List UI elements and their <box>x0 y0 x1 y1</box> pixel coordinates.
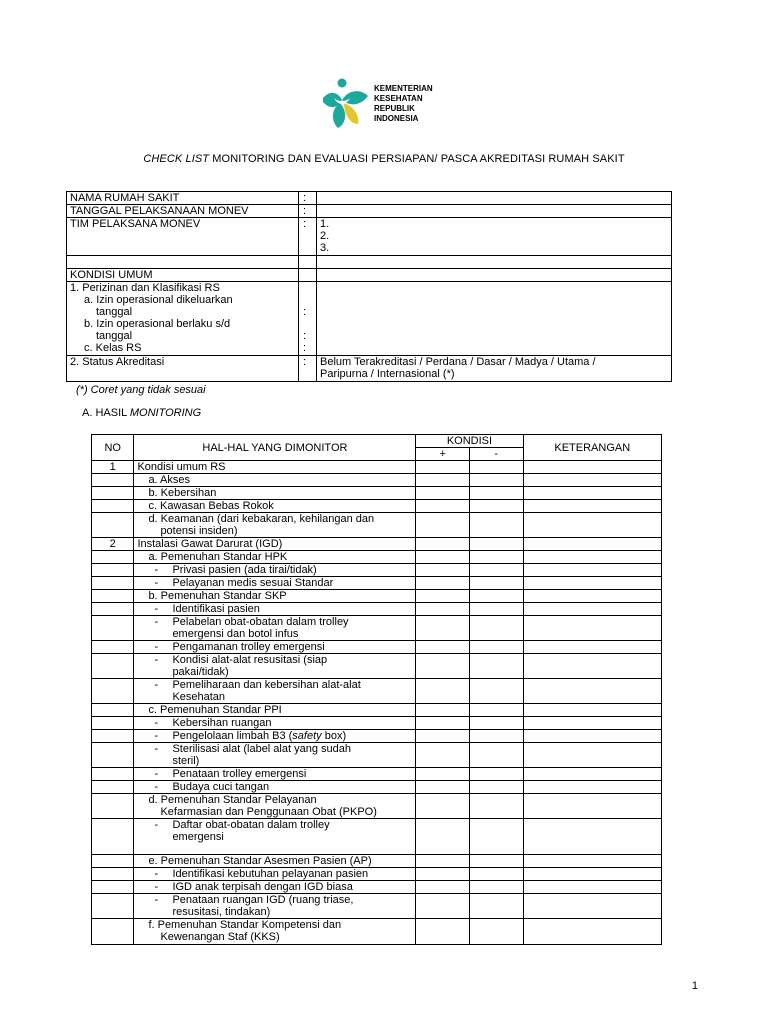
perizinan-cell <box>67 282 299 356</box>
check-plus[interactable] <box>416 679 470 704</box>
check-minus[interactable] <box>469 704 523 717</box>
row-text: Daftar obat-obatan dalam trolley <box>172 819 330 831</box>
colon: : <box>303 342 307 354</box>
dash: - <box>154 868 159 880</box>
check-minus[interactable] <box>469 577 523 590</box>
logo-line: INDONESIA <box>374 114 419 123</box>
colon: : <box>299 205 317 218</box>
row-no <box>92 564 134 577</box>
check-minus[interactable] <box>469 919 523 945</box>
section-prefix: A. HASIL <box>82 407 130 419</box>
row-no <box>92 704 134 717</box>
row-item <box>134 781 416 794</box>
row-text: Pelayanan medis sesuai Standar <box>172 577 334 589</box>
logo-line: REPUBLIK <box>374 104 415 113</box>
keterangan-cell[interactable] <box>523 781 661 794</box>
check-plus[interactable] <box>416 500 470 513</box>
status-label: 2. Status Akreditasi <box>67 356 299 382</box>
row-no <box>92 603 134 616</box>
keterangan-cell[interactable] <box>523 577 661 590</box>
row-text-cont: Kesehatan <box>172 691 226 703</box>
dash: - <box>154 654 159 666</box>
tim-label: TIM PELAKSANA MONEV <box>67 218 299 256</box>
dash: - <box>154 603 159 615</box>
check-minus[interactable] <box>469 730 523 743</box>
tim-value[interactable] <box>317 218 672 256</box>
row-text: Privasi pasien (ada tirai/tidak) <box>172 564 317 576</box>
dash: - <box>154 881 159 893</box>
row-text: Sterilisasi alat (label alat yang sudah <box>172 743 351 755</box>
izin-a-cont: tanggal <box>96 306 133 318</box>
check-minus[interactable] <box>469 616 523 641</box>
row-item <box>134 768 416 781</box>
check-plus[interactable] <box>416 616 470 641</box>
keterangan-cell[interactable] <box>523 704 661 717</box>
note-text: (*) Coret yang tidak sesuai <box>76 384 206 396</box>
check-plus[interactable] <box>416 551 470 564</box>
keterangan-cell[interactable] <box>523 717 661 730</box>
row-text: Identifikasi pasien <box>172 603 260 615</box>
row-no <box>92 730 134 743</box>
row-text-cont: Kewenangan Staf (KKS) <box>160 931 280 943</box>
row-text: f. Pemenuhan Standar Kompetensi dan <box>148 919 342 931</box>
blank-cell <box>317 269 672 282</box>
dash: - <box>154 641 159 653</box>
row-text: Budaya cuci tangan <box>172 781 270 793</box>
keterangan-cell[interactable] <box>523 487 661 500</box>
keterangan-cell[interactable] <box>523 919 661 945</box>
dash: - <box>154 577 159 589</box>
check-minus[interactable] <box>469 855 523 868</box>
row-item <box>134 819 416 855</box>
row-item: b. Kebersihan <box>134 487 416 500</box>
perizinan-value[interactable] <box>317 282 672 356</box>
keterangan-cell[interactable] <box>523 551 661 564</box>
nama-rs-value[interactable] <box>317 192 672 205</box>
row-no <box>92 743 134 768</box>
row-no <box>92 590 134 603</box>
dash: - <box>154 717 159 729</box>
row-item <box>134 641 416 654</box>
keterangan-cell[interactable] <box>523 616 661 641</box>
check-plus[interactable] <box>416 730 470 743</box>
row-text-italic: safety <box>292 730 322 742</box>
blank-cell <box>299 256 317 269</box>
document-title <box>0 153 768 165</box>
row-item: c. Pemenuhan Standar PPI <box>134 704 416 717</box>
check-plus[interactable] <box>416 641 470 654</box>
logo-line: KESEHATAN <box>374 94 423 103</box>
row-no <box>92 881 134 894</box>
row-text-cont: Kefarmasian dan Penggunaan Obat (PKPO) <box>160 806 377 818</box>
keterangan-cell[interactable] <box>523 513 661 538</box>
row-no <box>92 768 134 781</box>
check-minus[interactable] <box>469 513 523 538</box>
keterangan-cell[interactable] <box>523 894 661 919</box>
keterangan-cell[interactable] <box>523 679 661 704</box>
check-plus[interactable] <box>416 768 470 781</box>
check-plus[interactable] <box>416 513 470 538</box>
tim-item: 1. <box>320 218 330 230</box>
perizinan-label: 1. Perizinan dan Klasifikasi RS <box>70 282 220 294</box>
row-no <box>92 855 134 868</box>
dash: - <box>154 616 159 628</box>
monitoring-table <box>91 434 662 945</box>
keterangan-cell[interactable] <box>523 768 661 781</box>
check-plus[interactable] <box>416 717 470 730</box>
header-minus: - <box>469 448 523 461</box>
row-item: a. Pemenuhan Standar HPK <box>134 551 416 564</box>
kelas-rs: c. Kelas RS <box>84 342 142 354</box>
check-minus[interactable] <box>469 474 523 487</box>
check-plus[interactable] <box>416 538 470 551</box>
check-minus[interactable] <box>469 603 523 616</box>
keterangan-cell[interactable] <box>523 590 661 603</box>
row-no <box>92 819 134 855</box>
dash: - <box>154 564 159 576</box>
nama-rs-label: NAMA RUMAH SAKIT <box>67 192 299 205</box>
dash: - <box>154 894 159 906</box>
row-item <box>134 894 416 919</box>
row-item: c. Kawasan Bebas Rokok <box>134 500 416 513</box>
row-no <box>92 717 134 730</box>
check-plus[interactable] <box>416 781 470 794</box>
row-no <box>92 641 134 654</box>
row-item <box>134 881 416 894</box>
row-text: Pengelolaan limbah B3 ( <box>172 730 293 742</box>
check-minus[interactable] <box>469 743 523 768</box>
keterangan-cell[interactable] <box>523 819 661 855</box>
row-item <box>134 679 416 704</box>
izin-b: b. Izin operasional berlaku s/d <box>84 318 231 330</box>
row-text: Kebersihan ruangan <box>172 717 272 729</box>
row-no: 1 <box>92 461 134 474</box>
colon-cell <box>299 282 317 356</box>
check-plus[interactable] <box>416 704 470 717</box>
check-plus[interactable] <box>416 794 470 819</box>
dash: - <box>154 819 159 831</box>
check-minus[interactable] <box>469 794 523 819</box>
row-text-cont: resusitasi, tindakan) <box>172 906 271 918</box>
row-item <box>134 577 416 590</box>
row-text: IGD anak terpisah dengan IGD biasa <box>172 881 353 893</box>
ministry-emblem-icon <box>318 78 372 130</box>
check-plus[interactable] <box>416 819 470 855</box>
row-no <box>92 513 134 538</box>
blank-cell <box>299 269 317 282</box>
check-plus[interactable] <box>416 743 470 768</box>
dash: - <box>154 730 159 742</box>
row-item <box>134 868 416 881</box>
ministry-logo <box>318 78 458 130</box>
dash: - <box>154 781 159 793</box>
row-item <box>134 513 416 538</box>
check-minus[interactable] <box>469 564 523 577</box>
check-minus[interactable] <box>469 881 523 894</box>
row-item: Kondisi umum RS <box>134 461 416 474</box>
dash: - <box>154 768 159 780</box>
row-no <box>92 551 134 564</box>
row-item <box>134 919 416 945</box>
row-no <box>92 654 134 679</box>
keterangan-cell[interactable] <box>523 794 661 819</box>
izin-b-cont: tanggal <box>96 330 133 342</box>
row-no <box>92 487 134 500</box>
check-minus[interactable] <box>469 868 523 881</box>
row-item <box>134 717 416 730</box>
title-rest: MONITORING DAN EVALUASI PERSIAPAN/ PASCA AKREDITASI RUMAH SAKIT <box>209 153 625 165</box>
blank-cell <box>67 256 299 269</box>
row-text: box) <box>321 730 347 742</box>
row-item <box>134 616 416 641</box>
header-keterangan: KETERANGAN <box>523 435 661 461</box>
blank-cell <box>317 256 672 269</box>
page-number: 1 <box>691 980 698 992</box>
check-plus[interactable] <box>416 603 470 616</box>
keterangan-cell[interactable] <box>523 855 661 868</box>
row-no <box>92 577 134 590</box>
check-minus[interactable] <box>469 768 523 781</box>
keterangan-cell[interactable] <box>523 500 661 513</box>
row-item <box>134 603 416 616</box>
row-no <box>92 474 134 487</box>
dash: - <box>154 743 159 755</box>
row-item <box>134 654 416 679</box>
header-no: NO <box>92 435 134 461</box>
keterangan-cell[interactable] <box>523 654 661 679</box>
row-no <box>92 794 134 819</box>
row-no: 2 <box>92 538 134 551</box>
row-no <box>92 500 134 513</box>
row-text-cont: potensi insiden) <box>160 525 238 537</box>
check-minus[interactable] <box>469 717 523 730</box>
colon: : <box>303 330 307 342</box>
colon: : <box>299 218 317 256</box>
row-no <box>92 679 134 704</box>
logo-line: KEMENTERIAN <box>374 84 433 93</box>
status-options: Belum Terakreditasi / Perdana / Dasar / Madya / Utama / <box>320 356 596 368</box>
row-item <box>134 730 416 743</box>
row-text: Pengamanan trolley emergensi <box>172 641 325 653</box>
status-options-cont: Paripurna / Internasional (*) <box>320 368 455 380</box>
check-minus[interactable] <box>469 679 523 704</box>
tim-item: 2. <box>320 230 330 242</box>
title-italic: CHECK LIST <box>143 153 210 165</box>
check-plus[interactable] <box>416 461 470 474</box>
check-minus[interactable] <box>469 500 523 513</box>
check-plus[interactable] <box>416 855 470 868</box>
check-plus[interactable] <box>416 881 470 894</box>
check-minus[interactable] <box>469 538 523 551</box>
tanggal-value[interactable] <box>317 205 672 218</box>
keterangan-cell[interactable] <box>523 461 661 474</box>
row-text-cont: emergensi dan botol infus <box>172 628 299 640</box>
check-plus[interactable] <box>416 577 470 590</box>
check-plus[interactable] <box>416 894 470 919</box>
dash: - <box>154 679 159 691</box>
check-plus[interactable] <box>416 487 470 500</box>
keterangan-cell[interactable] <box>523 730 661 743</box>
keterangan-cell[interactable] <box>523 881 661 894</box>
row-item: a. Akses <box>134 474 416 487</box>
colon: : <box>299 356 317 382</box>
check-minus[interactable] <box>469 590 523 603</box>
row-text-cont: pakai/tidak) <box>172 666 229 678</box>
izin-a: a. Izin operasional dikeluarkan <box>84 294 233 306</box>
tim-item: 3. <box>320 242 330 254</box>
check-plus[interactable] <box>416 564 470 577</box>
check-plus[interactable] <box>416 654 470 679</box>
keterangan-cell[interactable] <box>523 538 661 551</box>
row-item: e. Pemenuhan Standar Asesmen Pasien (AP) <box>134 855 416 868</box>
keterangan-cell[interactable] <box>523 641 661 654</box>
check-minus[interactable] <box>469 654 523 679</box>
check-minus[interactable] <box>469 641 523 654</box>
row-text: d. Pemenuhan Standar Pelayanan <box>148 794 317 806</box>
check-minus[interactable] <box>469 551 523 564</box>
row-item <box>134 564 416 577</box>
keterangan-cell[interactable] <box>523 868 661 881</box>
keterangan-cell[interactable] <box>523 564 661 577</box>
colon: : <box>303 306 307 318</box>
row-text: Pelabelan obat-obatan dalam trolley <box>172 616 349 628</box>
section-italic: MONITORING <box>129 407 202 419</box>
keterangan-cell[interactable] <box>523 743 661 768</box>
row-text: Identifikasi kebutuhan pelayanan pasien <box>172 868 369 880</box>
check-plus[interactable] <box>416 474 470 487</box>
keterangan-cell[interactable] <box>523 474 661 487</box>
row-text-cont: emergensi <box>172 831 224 843</box>
row-text: Penataan ruangan IGD (ruang triase, <box>172 894 354 906</box>
tanggal-label: TANGGAL PELAKSANAAN MONEV <box>67 205 299 218</box>
row-text-cont: steril) <box>172 755 200 767</box>
header-hal: HAL-HAL YANG DIMONITOR <box>134 435 416 461</box>
status-value <box>317 356 672 382</box>
check-plus[interactable] <box>416 868 470 881</box>
row-text: d. Keamanan (dari kebakaran, kehilangan dan <box>148 513 375 525</box>
check-minus[interactable] <box>469 819 523 855</box>
row-no <box>92 919 134 945</box>
check-minus[interactable] <box>469 894 523 919</box>
row-item <box>134 743 416 768</box>
kondisi-umum-label: KONDISI UMUM <box>67 269 299 282</box>
row-text: Pemeliharaan dan kebersihan alat-alat <box>172 679 361 691</box>
logo-text <box>374 84 433 124</box>
section-heading <box>82 407 201 419</box>
row-no <box>92 781 134 794</box>
check-plus[interactable] <box>416 919 470 945</box>
info-table <box>66 191 672 382</box>
row-item: b. Pemenuhan Standar SKP <box>134 590 416 603</box>
row-no <box>92 894 134 919</box>
colon: : <box>299 192 317 205</box>
header-plus: + <box>416 448 470 461</box>
row-no <box>92 868 134 881</box>
check-minus[interactable] <box>469 781 523 794</box>
keterangan-cell[interactable] <box>523 603 661 616</box>
row-no <box>92 616 134 641</box>
check-minus[interactable] <box>469 461 523 474</box>
row-text: Penataan trolley emergensi <box>172 768 307 780</box>
row-text: Kondisi alat-alat resusitasi (siap <box>172 654 328 666</box>
check-plus[interactable] <box>416 590 470 603</box>
row-item: Instalasi Gawat Darurat (IGD) <box>134 538 416 551</box>
check-minus[interactable] <box>469 487 523 500</box>
row-item <box>134 794 416 819</box>
header-kondisi: KONDISI <box>416 435 523 448</box>
